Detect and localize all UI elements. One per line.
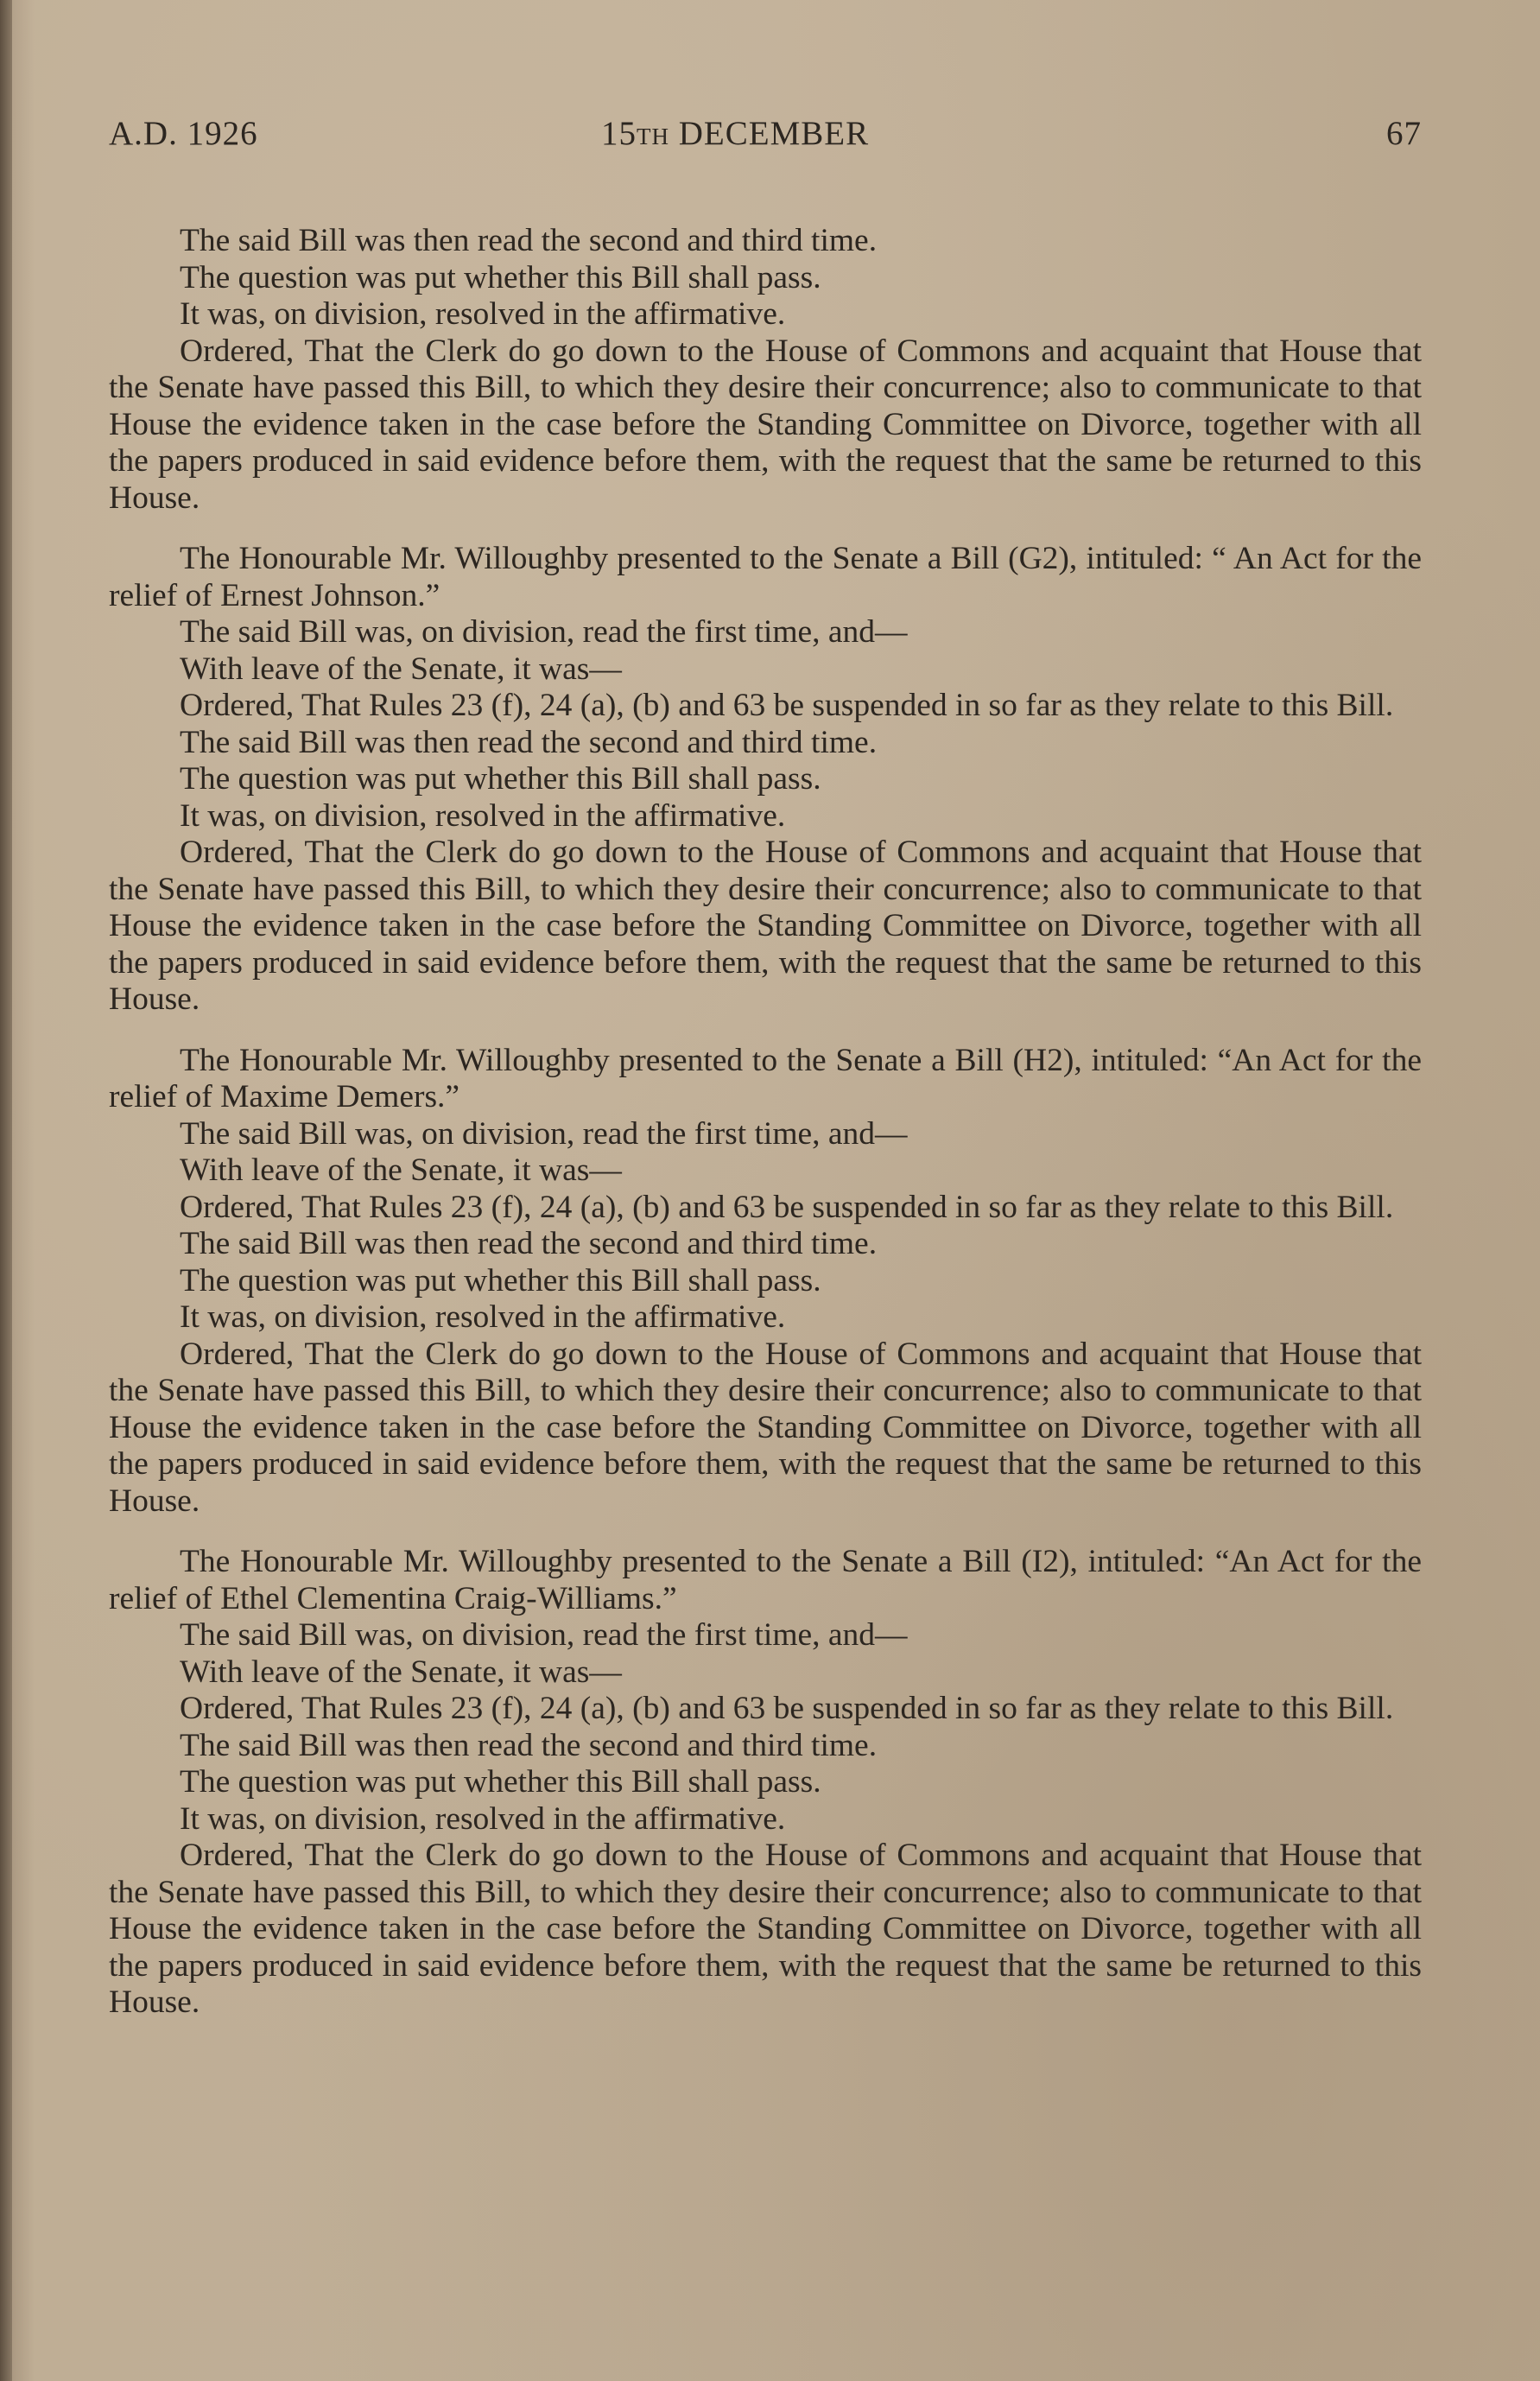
paragraph: The said Bill was, on division, read the first time, and— xyxy=(180,1115,908,1152)
paragraph: The Honourable Mr. Willoughby presented to the Senate a Bill (H2), intituled: “An Act for the relief of Maxime Demers.” xyxy=(109,1042,1422,1114)
paragraph: Ordered, That the Clerk do go down to the House of Commons and acquaint that House that the Senate have passed this Bill, to which they desire their concurrence; also to communicate to that House the evidence taken in the case before the Standing Committee on Divorce, together with all the papers produced in said evidence before them, with the request that the same be returned to this House. xyxy=(109,1838,1422,2020)
paragraph: The question was put whether this Bill shall pass. xyxy=(180,1764,821,1800)
paragraph: The said Bill was, on division, read the first time, and— xyxy=(180,614,908,650)
paragraph: It was, on division, resolved in the affirmative. xyxy=(180,1800,786,1837)
paragraph: It was, on division, resolved in the affirmative. xyxy=(180,296,786,332)
paragraph: Ordered, That Rules 23 (f), 24 (a), (b) and 63 be suspended in so far as they relate to this Bill. xyxy=(180,1189,1394,1225)
date-label: 15th DECEMBER xyxy=(601,115,870,152)
paragraph: Ordered, That the Clerk do go down to the House of Commons and acquaint that House that the Senate have passed this Bill, to which they desire their concurrence; also to communicate to that House the evidence taken in the case before the Standing Committee on Divorce, together with all the papers produced in said evidence before them, with the request that the same be returned to this House. xyxy=(109,333,1422,516)
paragraph: Ordered, That Rules 23 (f), 24 (a), (b) and 63 be suspended in so far as they relate to this Bill. xyxy=(180,688,1394,723)
paragraph: The question was put whether this Bill shall pass. xyxy=(180,1262,821,1298)
paragraph: The question was put whether this Bill shall pass. xyxy=(180,259,821,295)
paragraph: The said Bill was then read the second and third time. xyxy=(180,1727,878,1763)
paragraph: The said Bill was, on division, read the first time, and— xyxy=(180,1617,908,1653)
paragraph: Ordered, That Rules 23 (f), 24 (a), (b) and 63 be suspended in so far as they relate to this Bill. xyxy=(180,1691,1394,1726)
entry-bill-g2 xyxy=(109,541,1422,1019)
binding-edge xyxy=(0,0,12,2381)
paragraph: The said Bill was then read the second and third time. xyxy=(180,223,878,258)
paragraph: With leave of the Senate, it was— xyxy=(180,651,622,687)
entry-bill-i2 xyxy=(109,1544,1422,2022)
paragraph: It was, on division, resolved in the affirmative. xyxy=(180,1299,786,1335)
paragraph: The said Bill was then read the second and third time. xyxy=(180,1226,878,1261)
paragraph: With leave of the Senate, it was— xyxy=(180,1152,622,1188)
page-number: 67 xyxy=(1386,115,1422,152)
paragraph: Ordered, That the Clerk do go down to the House of Commons and acquaint that House that the Senate have passed this Bill, to which they desire their concurrence; also to communicate to that House the evidence taken in the case before the Standing Committee on Divorce, together with all the papers produced in said evidence before them, with the request that the same be returned to this House. xyxy=(109,835,1422,1017)
paragraph: With leave of the Senate, it was— xyxy=(180,1654,622,1690)
page-header xyxy=(109,114,1422,157)
paragraph: It was, on division, resolved in the affirmative. xyxy=(180,797,786,834)
entry-1 xyxy=(109,223,1422,517)
paragraph: Ordered, That the Clerk do go down to the House of Commons and acquaint that House that the Senate have passed this Bill, to which they desire their concurrence; also to communicate to that House the evidence taken in the case before the Standing Committee on Divorce, together with all the papers produced in said evidence before them, with the request that the same be returned to this House. xyxy=(109,1336,1422,1519)
journal-body xyxy=(109,223,1422,2046)
paragraph: The said Bill was then read the second and third time. xyxy=(180,724,878,760)
paragraph: The Honourable Mr. Willoughby presented to the Senate a Bill (I2), intituled: “An Act for the relief of Ethel Clementina Craig-Williams.” xyxy=(109,1544,1422,1616)
entry-bill-h2 xyxy=(109,1043,1422,1521)
paragraph: The Honourable Mr. Willoughby presented to the Senate a Bill (G2), intituled: “ An Act for the relief of Ernest Johnson.” xyxy=(109,541,1422,613)
paragraph: The question was put whether this Bill shall pass. xyxy=(180,761,821,797)
year-label: A.D. 1926 xyxy=(109,115,258,152)
